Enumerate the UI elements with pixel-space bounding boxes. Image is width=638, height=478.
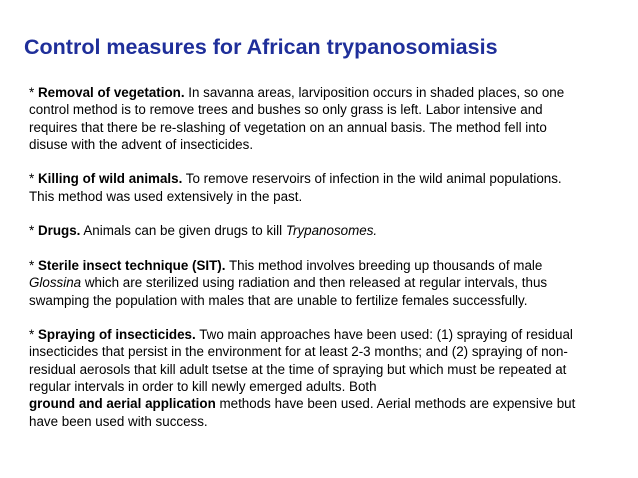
paragraph-text-continued: methods have been used. Aerial methods are expensive but have been used with success. — [29, 396, 576, 429]
bullet-marker: * — [29, 257, 35, 273]
bullet-marker: * — [29, 223, 35, 239]
paragraph-italic-term: Trypanosomes. — [285, 223, 378, 239]
paragraph-heading: Sterile insect technique (SIT). — [37, 257, 226, 273]
paragraph-text: In savanna areas, larviposition occurs in shaded places, so one control method is to remove trees and bushes so only grass is left. Labor intensive and requires that there be re-slashing of vegetation on an annual basis. The method fell into disuse with the advent of insecticides. — [29, 85, 565, 152]
paragraph-text: Animals can be given drugs to kill — [83, 223, 283, 239]
paragraph-heading: Drugs. — [37, 223, 81, 239]
paragraph-text: Two main approaches have been used: (1) spraying of residual insecticides that persist in the environment for at least 2-3 months; and (2) spraying of non-residual aerosols that kill adult tsetse at the time of spraying but which must be repeated at regular intervals in order to kill newly emerged adults. Both — [29, 327, 573, 395]
paragraph-drugs — [29, 222, 589, 239]
slide-title: Control measures for African trypanosomiasis — [24, 35, 498, 59]
paragraph-heading: Spraying of insecticides. — [37, 327, 196, 343]
paragraph-spraying-of-insecticides — [29, 326, 589, 430]
paragraph-text: This method involves breeding up thousands of male — [228, 257, 543, 273]
paragraph-text: To remove reservoirs of infection in the wild animal populations. This method was used extensively in the past. — [29, 171, 562, 204]
paragraph-text-continued: which are sterilized using radiation and then released at regular intervals, thus swamping the population with males that are unable to fertilize females successfully. — [29, 275, 548, 308]
paragraph-italic-term: Glossina — [29, 275, 82, 291]
paragraph-heading: Killing of wild animals. — [37, 171, 183, 187]
bullet-marker: * — [29, 327, 35, 343]
paragraph-sterile-insect-technique — [29, 257, 589, 309]
slide-body — [29, 84, 589, 447]
paragraph-killing-of-wild-animals — [29, 170, 589, 205]
bullet-marker: * — [29, 171, 35, 187]
paragraph-removal-of-vegetation — [29, 84, 589, 153]
paragraph-bold-term: ground and aerial application — [29, 396, 216, 412]
bullet-marker: * — [29, 85, 35, 100]
paragraph-heading: Removal of vegetation. — [37, 85, 185, 100]
